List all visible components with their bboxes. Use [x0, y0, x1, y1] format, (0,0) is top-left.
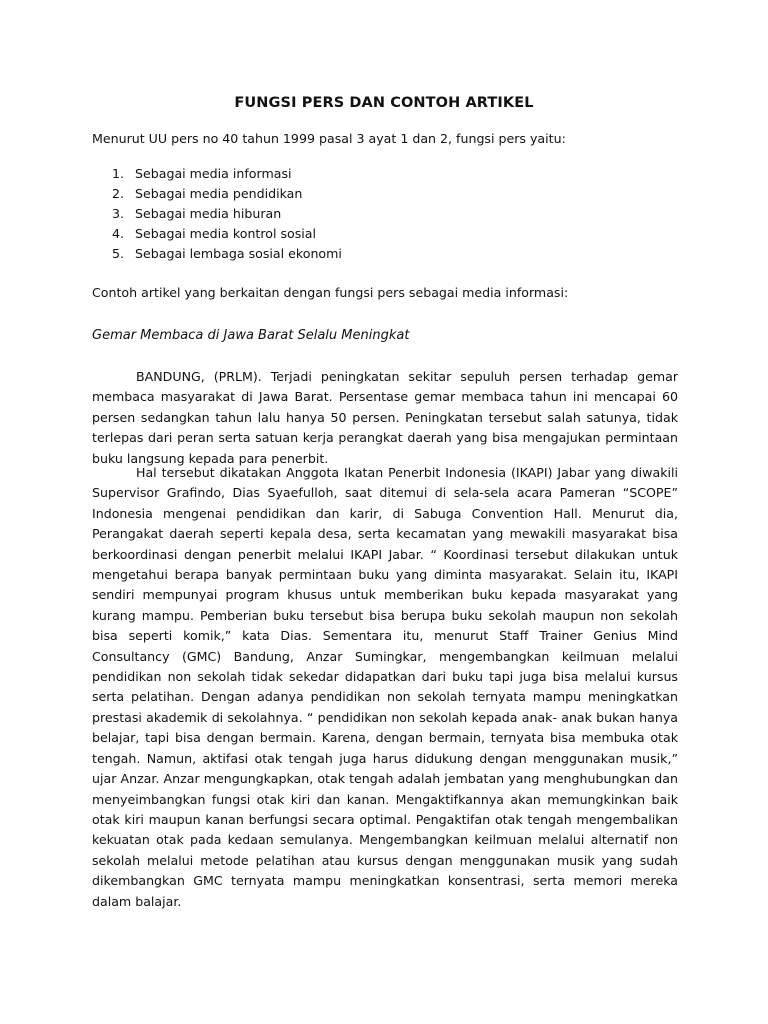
article-paragraph-2: Hal tersebut dikatakan Anggota Ikatan Penerbit Indonesia (IKAPI) Jabar yang diwakili Supervisor Grafindo, Dias Syaefulloh, saat ditemui di sela-sela acara Pameran “SCOPE” Indonesia mengenai pendidikan dan karir, di Sabuga Convention Hall. Menurut dia, Perangakat daerah seperti kepala desa, serta kecamatan yang mewakili masyarakat bisa berkoordinasi dengan penerbit melalui IKAPI Jabar. “ Koordinasi tersebut dilakukan untuk mengetahui berapa banyak permintaan buku yang diminta masyarakat. Selain itu, IKAPI sendiri mempunyai program khusus untuk memberikan buku kepada masyarakat yang kurang mampu. Pemberian buku tersebut bisa berupa buku sekolah maupun non sekolah bisa seperti komik,” kata Dias. Sementara itu, menurut Staff Trainer Genius Mind Consultancy (GMC) Bandung, Anzar Sumingkar, mengembangkan keilmuan melalui pendidikan non sekolah tidak sekedar didapatkan dari buku tapi juga bisa melalui kursus serta pelatihan. Dengan adanya pendidikan non sekolah ternyata mampu meningkatkan prestasi akademik di sekolahnya. “ pendidikan non sekolah kepada anak- anak bukan hanya belajar, tapi bisa dengan bermain. Karena, dengan bermain, ternyata bisa membuka otak tengah. Namun, aktifasi otak tengah juga harus didukung dengan menggunakan musik,” ujar Anzar. Anzar mengungkapkan, otak tengah adalah jembatan yang menghubungkan dan menyeimbangkan fungsi otak kiri dan kanan. Mengaktifkannya akan memungkinkan baik otak kiri maupun kanan berfungsi secara optimal. Pengaktifan otak tengah mengembalikan kekuatan otak pada kedaan semulanya. Mengembangkan keilmuan melalui alternatif non sekolah melalui metode pelatihan atau kursus dengan menggunakan musik yang sudah dikembangkan GMC ternyata mampu meningkatkan konsentrasi, serta memori mereka dalam balajar.: [92, 465, 678, 909]
list-number: 1.: [112, 166, 125, 181]
example-lead-text: Contoh artikel yang berkaitan dengan fungsi pers sebagai media informasi:: [92, 285, 569, 300]
document-title: FUNGSI PERS DAN CONTOH ARTIKEL: [234, 95, 534, 111]
list-text: Sebagai lembaga sosial ekonomi: [135, 246, 342, 261]
list-item: [112, 204, 342, 224]
intro-text: Menurut UU pers no 40 tahun 1999 pasal 3 ayat 1 dan 2, fungsi pers yaitu:: [92, 131, 566, 146]
article-title: Gemar Membaca di Jawa Barat Selalu Meningkat: [92, 328, 410, 343]
list-item: [112, 244, 342, 264]
list-number: 3.: [112, 206, 125, 221]
list-text: Sebagai media pendidikan: [135, 186, 303, 201]
list-text: Sebagai media hiburan: [135, 206, 282, 221]
list-number: 2.: [112, 186, 125, 201]
list-item: [112, 224, 342, 244]
list-item: [112, 184, 342, 204]
list-number: 4.: [112, 226, 125, 241]
article-paragraph-1: BANDUNG, (PRLM). Terjadi peningkatan sekitar sepuluh persen terhadap gemar membaca masyarakat di Jawa Barat. Persentase gemar membaca tahun ini mencapai 60 persen sedangkan tahun lalu hanya 50 persen. Peningkatan tersebut salah satunya, tidak terlepas dari peran serta satuan kerja perangkat daerah yang bisa mengajukan permintaan buku langsung kepada para penerbit.: [92, 369, 678, 466]
list-text: Sebagai media kontrol sosial: [135, 226, 317, 241]
list-item: [112, 164, 342, 184]
list-text: Sebagai media informasi: [135, 166, 292, 181]
list-number: 5.: [112, 246, 125, 261]
press-functions-list: [112, 164, 342, 264]
